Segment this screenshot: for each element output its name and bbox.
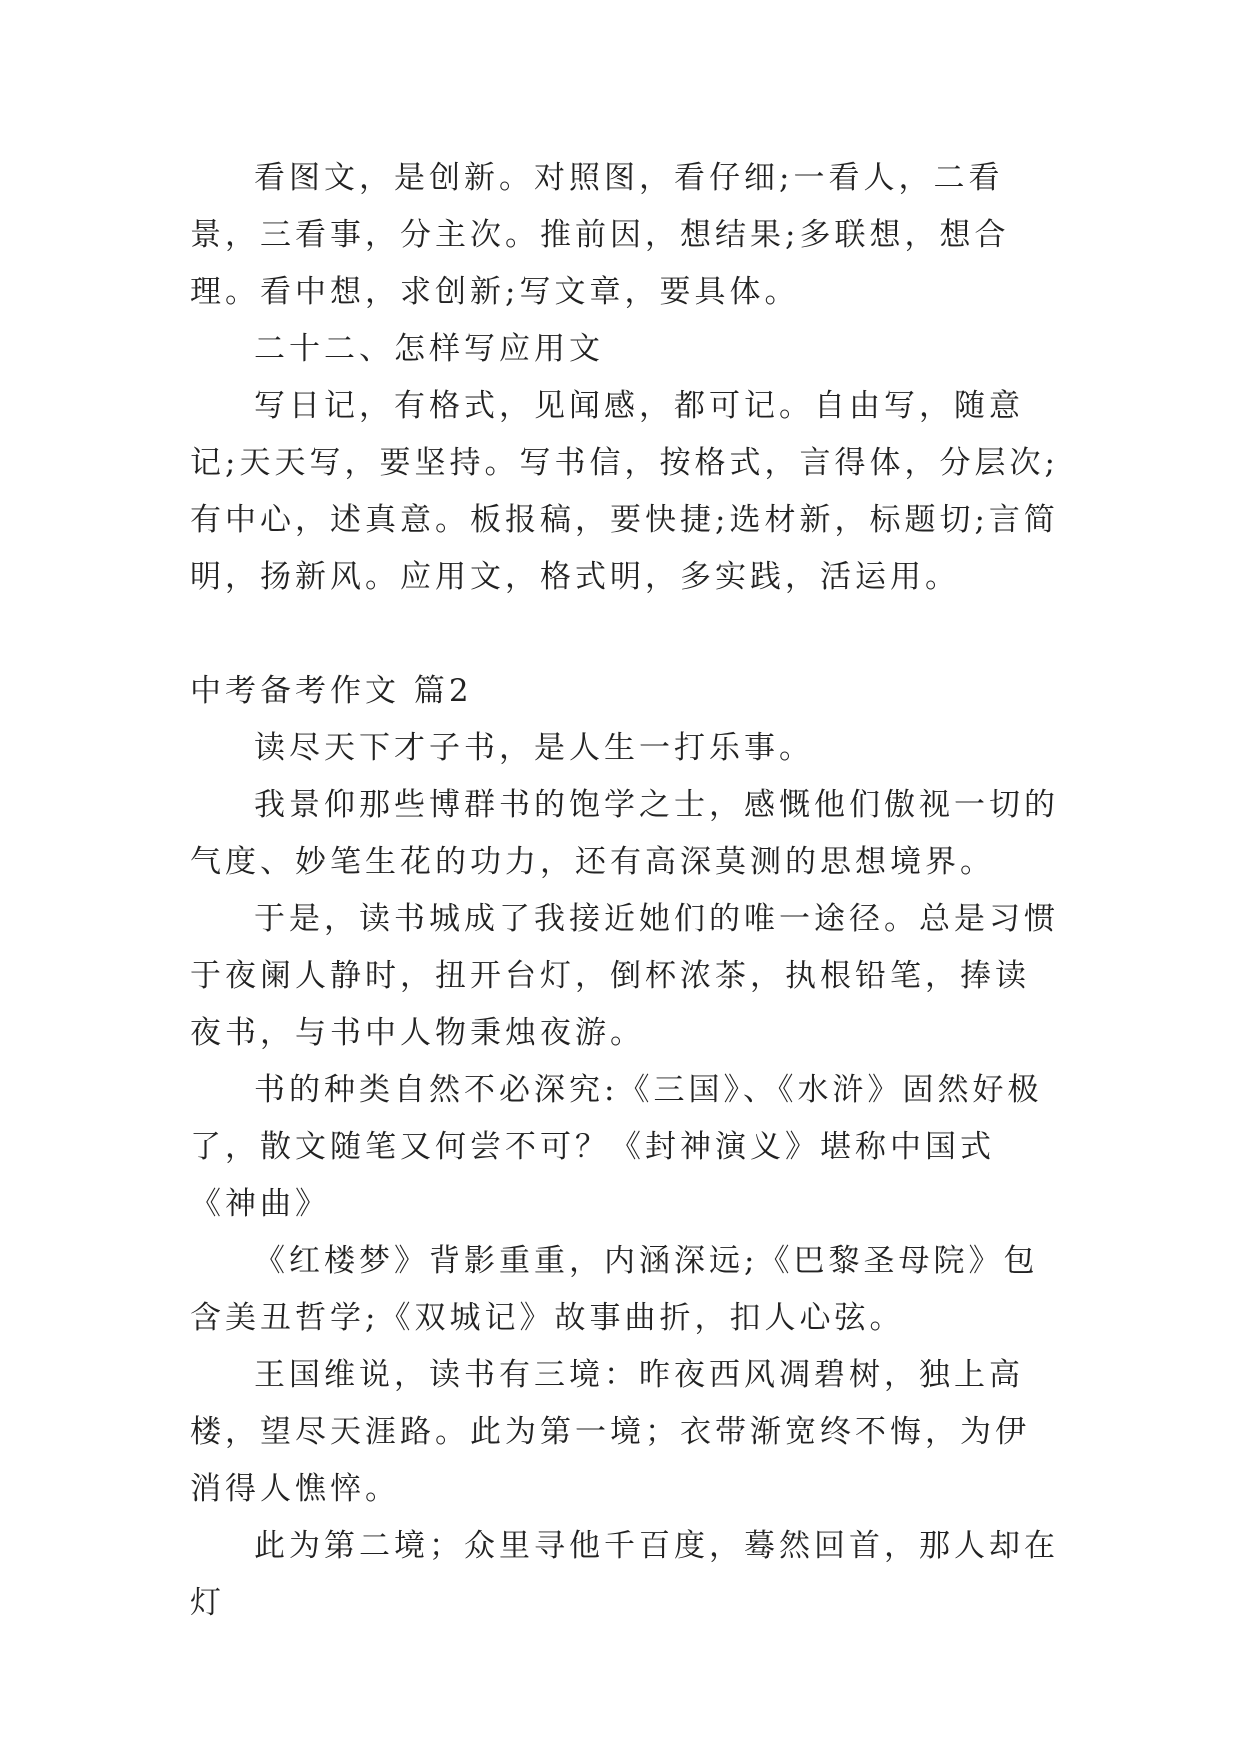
paragraph-night-reading: 于是，读书城成了我接近她们的唯一途径。总是习惯于夜阑人静时，扭开台灯，倒杯浓茶，执根铅笔，捧读夜书，与书中人物秉烛夜游。: [190, 901, 1059, 1051]
document-body: [190, 150, 1060, 1632]
section-subheading: 二十二、怎样写应用文: [254, 331, 604, 367]
paragraph-picture-writing: 看图文，是创新。对照图，看仔细;一看人，二看景，三看事，分主次。推前因，想结果;多联想，想合理。看中想，求创新;写文章，要具体。: [190, 160, 1010, 310]
paragraph-intro: 读尽天下才子书，是人生一打乐事。: [254, 730, 814, 766]
paragraph-second-realm: 此为第二境；众里寻他千百度，蓦然回首，那人却在灯: [190, 1528, 1059, 1621]
paragraph-practical-writing: 写日记，有格式，见闻感，都可记。自由写，随意记;天天写，要坚持。写书信，按格式，言得体，分层次;有中心，述真意。板报稿，要快捷;选材新，标题切;言简明，扬新风。应用文，格式明，多实践，活运用。: [190, 388, 1059, 595]
section-gap: [190, 606, 1060, 663]
paragraph-classics: 《红楼梦》背影重重，内涵深远;《巴黎圣母院》包含美丑哲学;《双城记》故事曲折，扣人心弦。: [190, 1243, 1039, 1336]
paragraph-book-types: 书的种类自然不必深究:《三国》、《水浒》固然好极了，散文随笔又何尝不可？《封神演义》堪称中国式《神曲》: [190, 1072, 1043, 1222]
paragraph-admiration: 我景仰那些博群书的饱学之士，感慨他们傲视一切的气度、妙笔生花的功力，还有高深莫测的思想境界。: [190, 787, 1059, 880]
essay-title: 中考备考作文 篇2: [190, 673, 473, 709]
paragraph-three-realms: 王国维说，读书有三境：昨夜西风凋碧树，独上高楼，望尽天涯路。此为第一境；衣带渐宽终不悔，为伊消得人憔悴。: [190, 1357, 1030, 1507]
